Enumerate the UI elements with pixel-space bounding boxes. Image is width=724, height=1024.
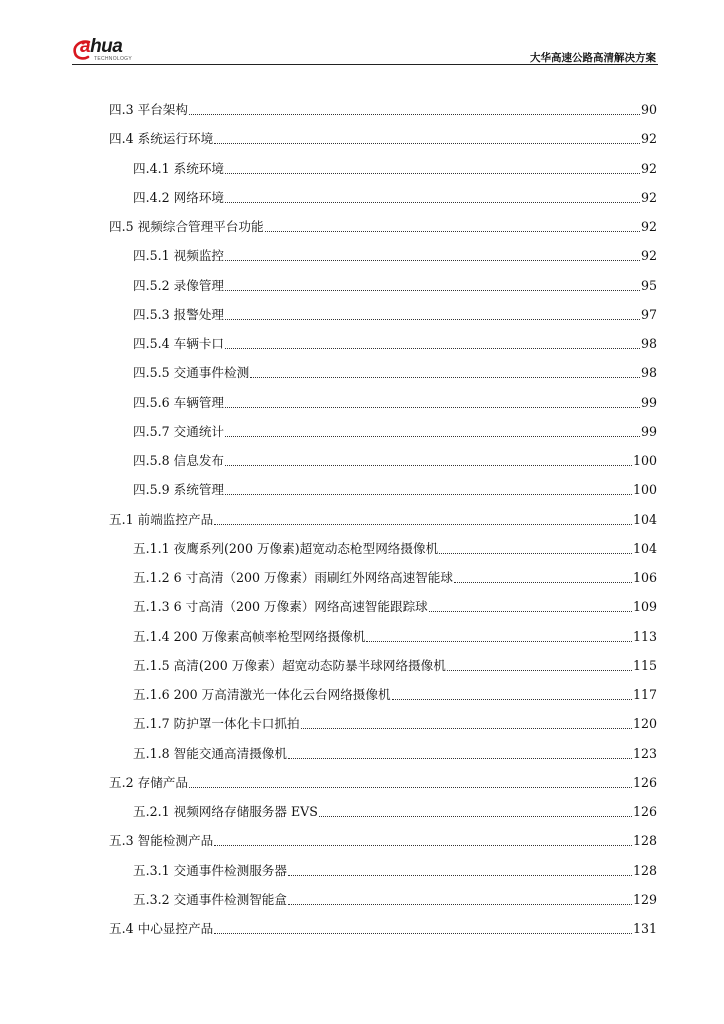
toc-entry-label: 四.5.9 系统管理 (133, 482, 225, 498)
toc-dot-leader (225, 436, 640, 437)
toc-entry-label: 五.3.2 交通事件检测智能盒 (133, 891, 287, 907)
toc-dot-leader (225, 407, 640, 408)
toc-entry[interactable] (133, 535, 657, 557)
dahua-logo (72, 36, 152, 64)
toc-entry-page-number: 92 (640, 131, 657, 147)
toc-dot-leader (214, 845, 632, 846)
toc-entry-page-number: 98 (640, 336, 657, 351)
toc-entry-page-number: 129 (632, 891, 657, 907)
toc-entry-label: 四.5.5 交通事件检测 (133, 365, 250, 381)
toc-entry[interactable] (133, 447, 657, 469)
toc-dot-leader (439, 553, 632, 554)
toc-entry-label: 四.5.1 视频监控 (133, 248, 225, 264)
toc-entry-label: 五.1.6 200 万高清激光一体化云台网络摄像机 (133, 687, 391, 702)
toc-entry-page-number: 120 (632, 716, 657, 732)
logo-wordmark (80, 36, 122, 58)
toc-entry-label: 五.3 智能检测产品 (109, 833, 214, 849)
toc-dot-leader (225, 202, 640, 203)
toc-entry[interactable] (133, 710, 657, 732)
toc-entry-page-number: 98 (640, 365, 657, 381)
toc-entry[interactable] (133, 330, 657, 352)
toc-entry[interactable] (133, 476, 657, 498)
toc-entry-label: 五.1.1 夜鹰系列(200 万像素)超宽动态枪型网络摄像机 (133, 540, 439, 556)
toc-entry-page-number: 92 (640, 219, 657, 234)
toc-entry[interactable] (133, 564, 657, 586)
toc-dot-leader (225, 290, 640, 291)
toc-dot-leader (265, 231, 640, 232)
toc-entry-label: 五.1.3 6 寸高清（200 万像素）网络高速智能跟踪球 (133, 599, 428, 615)
toc-entry[interactable] (133, 242, 657, 264)
toc-dot-leader (225, 465, 632, 466)
toc-entry[interactable] (133, 418, 657, 440)
toc-entry-page-number: 104 (632, 540, 657, 556)
toc-entry-label: 四.4 系统运行环境 (109, 131, 214, 147)
logo-letter-a: a (80, 36, 91, 57)
toc-entry[interactable] (133, 184, 657, 206)
toc-entry-page-number: 92 (640, 248, 657, 264)
toc-entry-page-number: 131 (632, 921, 657, 936)
document-title: 大华高速公路高清解决方案 (530, 52, 656, 64)
logo-subtitle: TECHNOLOGY (94, 56, 133, 62)
toc-entry[interactable] (133, 886, 657, 908)
toc-entry[interactable] (133, 798, 657, 820)
toc-entry[interactable] (133, 155, 657, 177)
toc-entry-page-number: 117 (632, 687, 657, 702)
logo-letters-hua: hua (90, 36, 123, 57)
toc-entry[interactable] (133, 681, 657, 703)
toc-dot-leader (288, 758, 632, 759)
toc-entry-page-number: 92 (640, 160, 657, 176)
toc-entry-page-number: 113 (632, 628, 657, 644)
toc-dot-leader (225, 348, 640, 349)
toc-entry[interactable] (133, 652, 657, 674)
header-rule (72, 64, 658, 65)
toc-entry[interactable] (133, 389, 657, 411)
toc-dot-leader (429, 611, 632, 612)
toc-entry[interactable] (109, 827, 657, 849)
toc-entry-page-number: 104 (632, 511, 657, 527)
toc-entry[interactable] (133, 272, 657, 294)
toc-entry-page-number: 109 (632, 599, 657, 615)
toc-dot-leader (288, 904, 632, 905)
toc-entry-label: 五.1.2 6 寸高清（200 万像素）雨刷红外网络高速智能球 (133, 570, 453, 585)
toc-entry-page-number: 97 (640, 306, 657, 322)
toc-entry-label: 四.5.6 车辆管理 (133, 394, 225, 410)
toc-dot-leader (214, 524, 632, 525)
page-header (72, 36, 658, 66)
toc-entry-page-number: 128 (632, 862, 657, 878)
toc-dot-leader (225, 173, 640, 174)
toc-entry-page-number: 90 (640, 102, 657, 117)
toc-dot-leader (454, 582, 632, 583)
toc-entry[interactable] (133, 593, 657, 615)
toc-entry-label: 四.5.7 交通统计 (133, 423, 225, 439)
toc-entry-label: 四.4.1 系统环境 (133, 160, 225, 176)
toc-entry-page-number: 123 (632, 745, 657, 761)
toc-entry-label: 五.1.8 智能交通高清摄像机 (133, 745, 287, 761)
toc-dot-leader (189, 114, 640, 115)
toc-entry-page-number: 99 (640, 394, 657, 410)
toc-dot-leader (447, 670, 632, 671)
toc-entry[interactable] (133, 857, 657, 879)
toc-dot-leader (392, 699, 632, 700)
toc-entry[interactable] (133, 623, 657, 645)
toc-dot-leader (225, 260, 640, 261)
toc-entry-label: 四.5.3 报警处理 (133, 306, 225, 322)
toc-entry[interactable] (109, 125, 657, 147)
toc-entry-label: 五.1 前端监控产品 (109, 511, 214, 527)
toc-dot-leader (214, 143, 640, 144)
toc-entry[interactable] (133, 740, 657, 762)
toc-entry-label: 五.2 存储产品 (109, 774, 188, 790)
toc-entry-label: 五.2.1 视频网络存储服务器 EVS (133, 804, 318, 819)
toc-entry-label: 四.5.4 车辆卡口 (133, 336, 225, 351)
toc-dot-leader (250, 377, 640, 378)
toc-dot-leader (319, 816, 632, 817)
toc-dot-leader (189, 787, 632, 788)
toc-entry-label: 四.5 视频综合管理平台功能 (109, 219, 264, 234)
toc-entry-label: 五.1.5 高清(200 万像素）超宽动态防暴半球网络摄像机 (133, 657, 446, 673)
toc-entry-page-number: 128 (632, 833, 657, 849)
toc-entry-page-number: 126 (632, 774, 657, 790)
toc-entry[interactable] (109, 96, 657, 118)
toc-entry-label: 五.4 中心显控产品 (109, 921, 214, 936)
toc-dot-leader (301, 728, 632, 729)
toc-entry-page-number: 115 (632, 657, 657, 673)
toc-entry[interactable] (109, 915, 657, 937)
toc-dot-leader (288, 875, 632, 876)
toc-entry-page-number: 126 (632, 804, 657, 819)
toc-entry[interactable] (109, 769, 657, 791)
toc-entry-label: 四.3 平台架构 (109, 102, 188, 117)
toc-entry-page-number: 99 (640, 423, 657, 439)
toc-dot-leader (366, 641, 632, 642)
toc-dot-leader (225, 319, 640, 320)
toc-entry-label: 五.1.4 200 万像素高帧率枪型网络摄像机 (133, 628, 366, 644)
toc-entry-page-number: 95 (640, 277, 657, 293)
toc-entry-label: 五.3.1 交通事件检测服务器 (133, 862, 287, 878)
toc-entry[interactable] (109, 506, 657, 528)
toc-entry-page-number: 100 (632, 453, 657, 468)
toc-entry-label: 四.4.2 网络环境 (133, 189, 225, 205)
toc-entry[interactable] (133, 359, 657, 381)
toc-dot-leader (225, 494, 632, 495)
toc-entry[interactable] (109, 213, 657, 235)
toc-entry-label: 四.5.8 信息发布 (133, 453, 225, 468)
toc-entry-label: 四.5.2 录像管理 (133, 277, 225, 293)
toc-entry[interactable] (133, 301, 657, 323)
toc-entry-label: 五.1.7 防护罩一体化卡口抓拍 (133, 716, 300, 732)
toc-entry-page-number: 100 (632, 482, 657, 498)
toc-entry-page-number: 92 (640, 189, 657, 205)
toc-dot-leader (214, 933, 632, 934)
toc-entry-page-number: 106 (632, 570, 657, 585)
